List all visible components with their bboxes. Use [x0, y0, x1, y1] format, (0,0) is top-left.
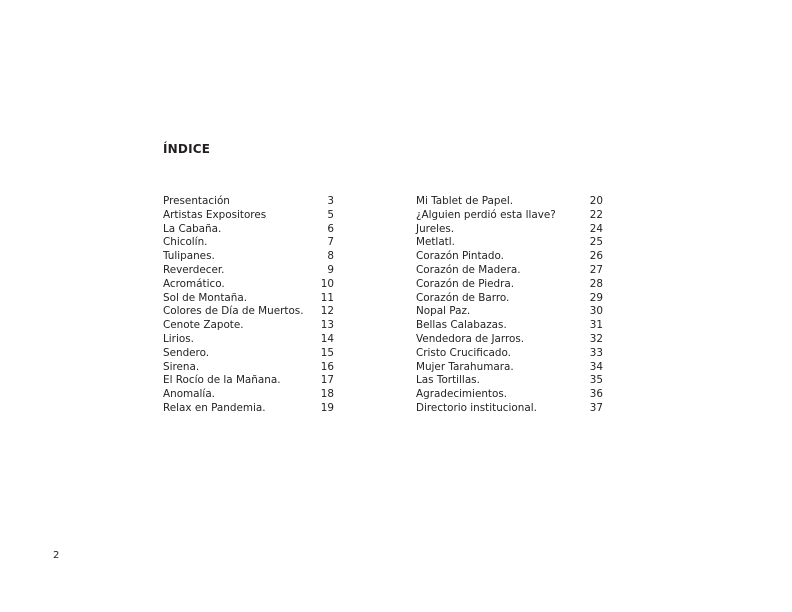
toc-entry-label: El Rocío de la Mañana. — [163, 374, 281, 387]
toc-entry-page: 22 — [589, 208, 603, 221]
toc-entry-page: 29 — [589, 291, 603, 304]
toc-entry[interactable] — [416, 388, 603, 402]
toc-entry[interactable] — [163, 402, 334, 416]
toc-entry-label: Mujer Tarahumara. — [416, 360, 514, 373]
toc-entry-page: 32 — [589, 332, 603, 345]
toc-entry-label: Sirena. — [163, 360, 200, 373]
toc-entry[interactable] — [416, 223, 603, 237]
toc-entry[interactable] — [416, 402, 603, 416]
toc-entry-label: Artistas Expositores — [163, 208, 267, 221]
toc-entry[interactable] — [416, 292, 603, 306]
toc-entry[interactable] — [163, 250, 334, 264]
toc-entry-page: 24 — [589, 222, 603, 235]
toc-entry-page: 10 — [320, 277, 334, 290]
toc-entry[interactable] — [416, 361, 603, 375]
toc-entry-label: Agradecimientos. — [416, 388, 508, 401]
toc-entry[interactable] — [163, 292, 334, 306]
toc-entry-page: 27 — [589, 263, 603, 276]
toc-entry-label: Tulipanes. — [163, 250, 215, 263]
toc-entry[interactable] — [416, 333, 603, 347]
toc-entry-label: Corazón Pintado. — [416, 250, 504, 263]
toc-entry[interactable] — [416, 374, 603, 388]
toc-entry-label: Sendero. — [163, 346, 210, 359]
toc-entry-label: Corazón de Barro. — [416, 291, 510, 304]
toc-entry-label: Colores de Día de Muertos. — [163, 305, 304, 318]
toc-entry-page: 15 — [320, 346, 334, 359]
toc-entry-label: Reverdecer. — [163, 263, 225, 276]
toc-entry-page: 9 — [327, 263, 334, 276]
toc-entry[interactable] — [416, 209, 603, 223]
toc-entry[interactable] — [416, 347, 603, 361]
index-title: ÍNDICE — [163, 142, 211, 156]
toc-entry-page: 8 — [327, 250, 334, 263]
toc-entry-label: Corazón de Piedra. — [416, 277, 515, 290]
toc-entry[interactable] — [163, 305, 334, 319]
toc-entry-label: Anomalía. — [163, 388, 215, 401]
toc-entry[interactable] — [163, 388, 334, 402]
toc-entry-label: Vendedora de Jarros. — [416, 332, 525, 345]
toc-entry[interactable] — [163, 361, 334, 375]
toc-entry[interactable] — [163, 347, 334, 361]
toc-entry-page: 31 — [589, 319, 603, 332]
toc-entry[interactable] — [416, 250, 603, 264]
toc-entry-page: 30 — [589, 305, 603, 318]
toc-entry-label: Corazón de Madera. — [416, 263, 521, 276]
toc-entry-label: Lirios. — [163, 332, 194, 345]
toc-entry-label: Cristo Crucificado. — [416, 346, 511, 359]
toc-entry-label: Cenote Zapote. — [163, 319, 244, 332]
toc-right-column — [416, 195, 603, 416]
toc-entry[interactable] — [163, 319, 334, 333]
toc-entry-page: 34 — [589, 360, 603, 373]
toc-entry[interactable] — [416, 278, 603, 292]
toc-entry-page: 6 — [327, 222, 334, 235]
toc-entry[interactable] — [163, 374, 334, 388]
toc-entry[interactable] — [416, 305, 603, 319]
toc-entry[interactable] — [416, 264, 603, 278]
toc-left-column — [163, 195, 334, 416]
toc-entry-page: 28 — [589, 277, 603, 290]
toc-entry[interactable] — [163, 278, 334, 292]
toc-entry-page: 14 — [320, 332, 334, 345]
toc-entry-page: 5 — [327, 208, 334, 221]
toc-entry[interactable] — [163, 223, 334, 237]
toc-entry-label: Jureles. — [416, 222, 455, 235]
toc-entry-label: Chicolín. — [163, 236, 208, 249]
page-number: 2 — [53, 550, 60, 561]
toc-entry-page: 25 — [589, 236, 603, 249]
toc-entry[interactable] — [163, 264, 334, 278]
toc-entry[interactable] — [163, 209, 334, 223]
toc-entry-page: 7 — [327, 236, 334, 249]
toc-entry-label: Nopal Paz. — [416, 305, 471, 318]
toc-entry[interactable] — [163, 195, 334, 209]
toc-entry-page: 3 — [327, 195, 334, 207]
toc-entry-page: 17 — [320, 374, 334, 387]
toc-entry-label: ¿Alguien perdió esta llave? — [416, 208, 556, 221]
toc-entry-page: 26 — [589, 250, 603, 263]
toc-entry-label: Presentación — [163, 195, 230, 207]
toc-entry[interactable] — [163, 333, 334, 347]
toc-entry-page: 18 — [320, 388, 334, 401]
toc-entry-label: Relax en Pandemia. — [163, 401, 266, 414]
toc-entry-label: Las Tortillas. — [416, 374, 480, 387]
toc-entry-page: 19 — [320, 401, 334, 414]
toc-entry-page: 37 — [589, 401, 603, 414]
toc-entry[interactable] — [416, 195, 603, 209]
toc-entry[interactable] — [416, 236, 603, 250]
toc-entry-page: 12 — [320, 305, 334, 318]
toc-entry-label: Acromático. — [163, 277, 225, 290]
toc-entry-page: 35 — [589, 374, 603, 387]
toc-entry-label: Metlatl. — [416, 236, 455, 249]
toc-entry[interactable] — [163, 236, 334, 250]
toc-entry-label: Bellas Calabazas. — [416, 319, 507, 332]
toc-entry-page: 11 — [320, 291, 334, 304]
toc-entry-page: 20 — [589, 195, 603, 207]
toc-entry-label: Directorio institucional. — [416, 401, 537, 414]
toc-entry-label: La Cabaña. — [163, 222, 222, 235]
toc-entry-label: Mi Tablet de Papel. — [416, 195, 514, 207]
toc-entry-page: 33 — [589, 346, 603, 359]
toc-entry-label: Sol de Montaña. — [163, 291, 248, 304]
toc-entry-page: 16 — [320, 360, 334, 373]
toc-entry-page: 13 — [320, 319, 334, 332]
toc-entry-page: 36 — [589, 388, 603, 401]
toc-entry[interactable] — [416, 319, 603, 333]
